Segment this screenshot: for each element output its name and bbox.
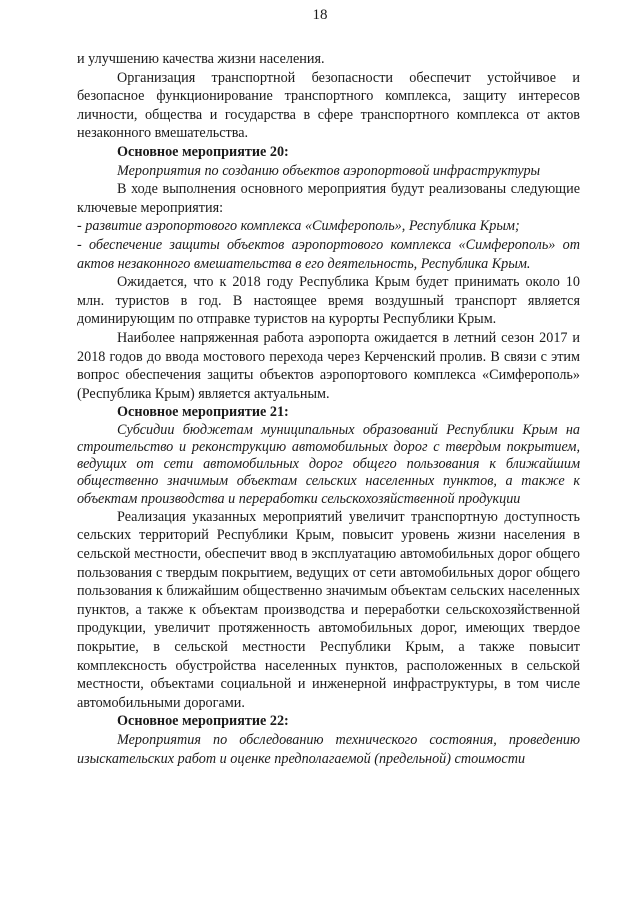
heading-measure-21: Основное мероприятие 21: xyxy=(117,404,289,421)
measure-22-title: Мероприятия по обследованию технического состояния, проведению изыскательских работ и оценке предполагаемой (предельной) стоимости xyxy=(77,732,580,767)
measure-20-title: Мероприятия по созданию объектов аэропортовой инфраструктуры xyxy=(117,162,541,179)
page-number: 18 xyxy=(312,7,328,23)
measure-21-title: Субсидии бюджетам муниципальных образований Республики Крым на строительство и реконструкцию автомобильных дорог с твердым покрытием, ведущих от сети автомобильных дорог общего пользования к ближайшим общественно значимым объектам сельских населенных пунктов, а также к объектам производства и переработки сельскохозяйственной продукции xyxy=(77,421,580,507)
paragraph-airport-season: Наиболее напряженная работа аэропорта ожидается в летний сезон 2017 и 2018 годов до ввода мостового перехода через Керченский пролив. В связи с этим вопрос обеспечения защиты объектов аэропортового комплекса «Симферополь» (Республика Крым) является актуальным. xyxy=(77,329,580,402)
paragraph-transport-security: Организация транспортной безопасности обеспечит устойчивое и безопасное функционирование транспортного комплекса, защиту интересов личности, общества и государства в сфере транспортного комплекса от актов незаконного вмешательства. xyxy=(77,69,580,142)
paragraph-key-measures: В ходе выполнения основного мероприятия будут реализованы следующие ключевые мероприятия: xyxy=(77,181,580,216)
paragraph-rural-roads: Реализация указанных мероприятий увеличит транспортную доступность сельских территорий Республики Крым, повысит уровень жизни населения в сельской местности, обеспечит ввод в эксплуатацию автомобильных дорог общего пользования с твердым покрытием, ведущих от сети автомобильных дорог общего пользования к ближайшим общественно значимым объектам сельских населенных пунктов, а также к объектам производства и переработки сельскохозяйственной продукции, увеличит протяженность автомобильных дорог, имеющих твердое покрытие, в сельской местности Республики Крым, а также повысит комплексность обустройства населенных пунктов, расположенных в сельской местности, объектами социальной и инженерной инфраструктуры, в том числе автомобильными дорогами. xyxy=(77,508,580,711)
heading-measure-22: Основное мероприятие 22: xyxy=(117,713,289,730)
paragraph-tourists: Ожидается, что к 2018 году Республика Крым будет принимать около 10 млн. туристов в год. В настоящее время воздушный транспорт является доминирующим по отправке туристов на курорты Республики Крым. xyxy=(77,274,580,328)
heading-measure-20: Основное мероприятие 20: xyxy=(117,143,289,160)
list-item: - развитие аэропортового комплекса «Симферополь», Республика Крым; xyxy=(77,218,520,235)
paragraph-continuation: и улучшению качества жизни населения. xyxy=(77,51,325,67)
document-body xyxy=(77,50,580,768)
list-item: - обеспечение защиты объектов аэропортового комплекса «Симферополь» от актов незаконного вмешательства в его деятельность, Республика Крым. xyxy=(77,236,580,272)
